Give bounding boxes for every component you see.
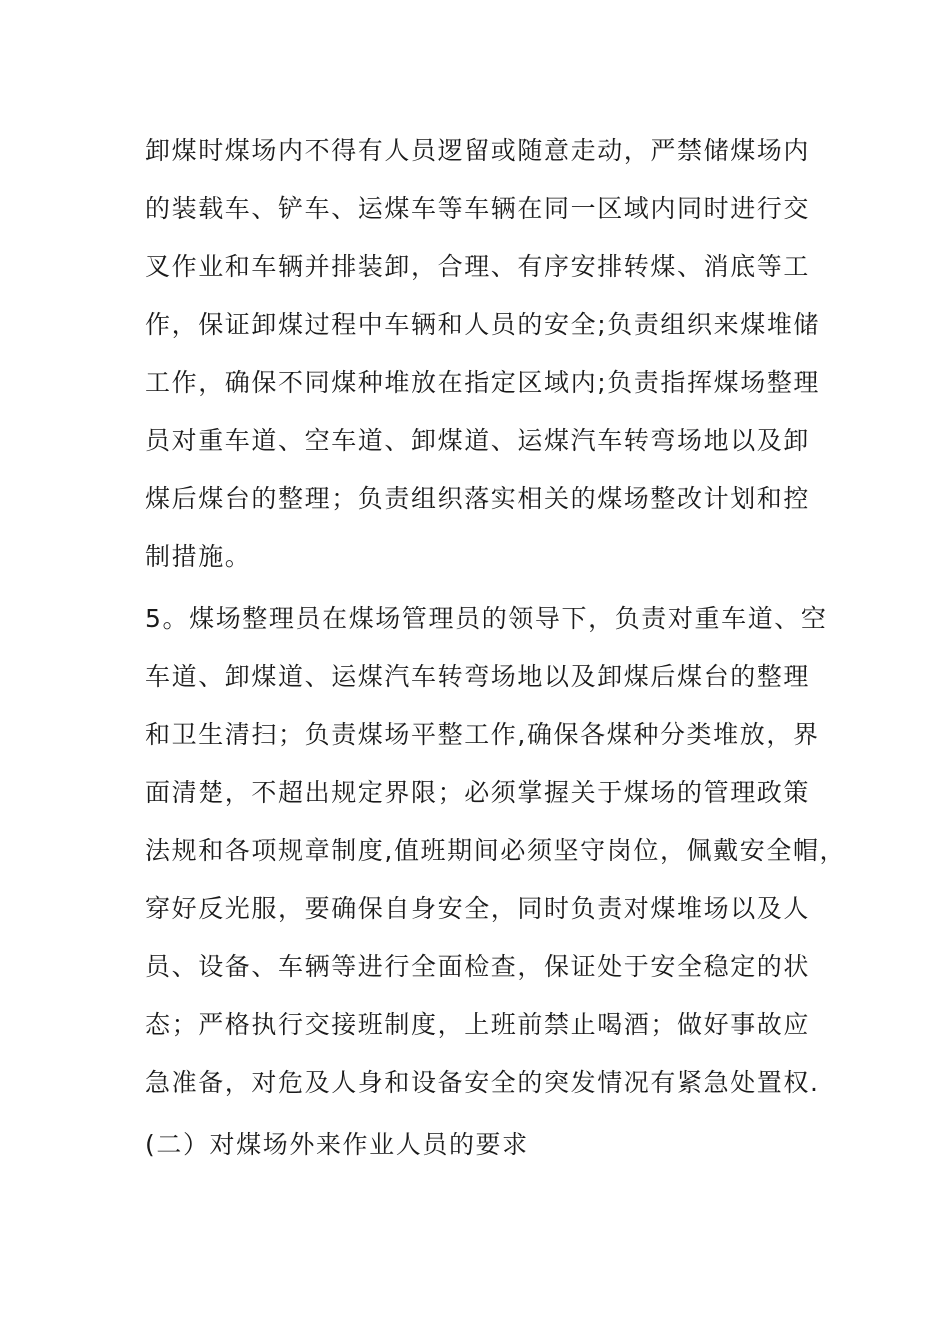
- paragraph-1-line-5: 工作，确保不同煤种堆放在指定区域内;负责指挥煤场整理: [145, 368, 821, 397]
- paragraph-1-line-7: 煤后煤台的整理；负责组织落实相关的煤场整改计划和控: [145, 484, 811, 513]
- paragraph-2-line-5: 法规和各项规章制度,值班期间必须坚守岗位，佩戴安全帽，: [145, 836, 847, 865]
- section-heading: (二）对煤场外来作业人员的要求: [145, 1130, 529, 1159]
- paragraph-2-line-4: 面清楚，不超出规定界限；必须掌握关于煤场的管理政策: [145, 778, 811, 807]
- paragraph-2-line-6: 穿好反光服，要确保自身安全，同时负责对煤堆场以及人: [145, 894, 811, 923]
- paragraph-2-line-2: 车道、卸煤道、运煤汽车转弯场地以及卸煤后煤台的整理: [145, 662, 811, 691]
- paragraph-1-line-6: 员对重车道、空车道、卸煤道、运煤汽车转弯场地以及卸: [145, 426, 811, 455]
- paragraph-1-line-8: 制措施。: [145, 542, 252, 571]
- paragraph-1-line-2: 的装载车、铲车、运煤车等车辆在同一区域内同时进行交: [145, 194, 811, 223]
- paragraph-2-line-9: 急准备，对危及人身和设备安全的突发情况有紧急处置权.: [145, 1068, 820, 1097]
- paragraph-2-line-8: 态；严格执行交接班制度，上班前禁止喝酒；做好事故应: [145, 1010, 811, 1039]
- paragraph-2-line-3: 和卫生清扫；负责煤场平整工作,确保各煤种分类堆放，界: [145, 720, 820, 749]
- paragraph-2-line-1: 5。煤场整理员在煤场管理员的领导下，负责对重车道、空: [145, 604, 828, 633]
- paragraph-1-line-3: 叉作业和车辆并排装卸，合理、有序安排转煤、消底等工: [145, 252, 811, 281]
- paragraph-1-line-1: 卸煤时煤场内不得有人员逻留或随意走动，严禁储煤场内: [145, 136, 811, 165]
- paragraph-1-line-4: 作，保证卸煤过程中车辆和人员的安全;负责组织来煤堆储: [145, 310, 821, 339]
- paragraph-2-line-7: 员、设备、车辆等进行全面检查，保证处于安全稳定的状: [145, 952, 811, 981]
